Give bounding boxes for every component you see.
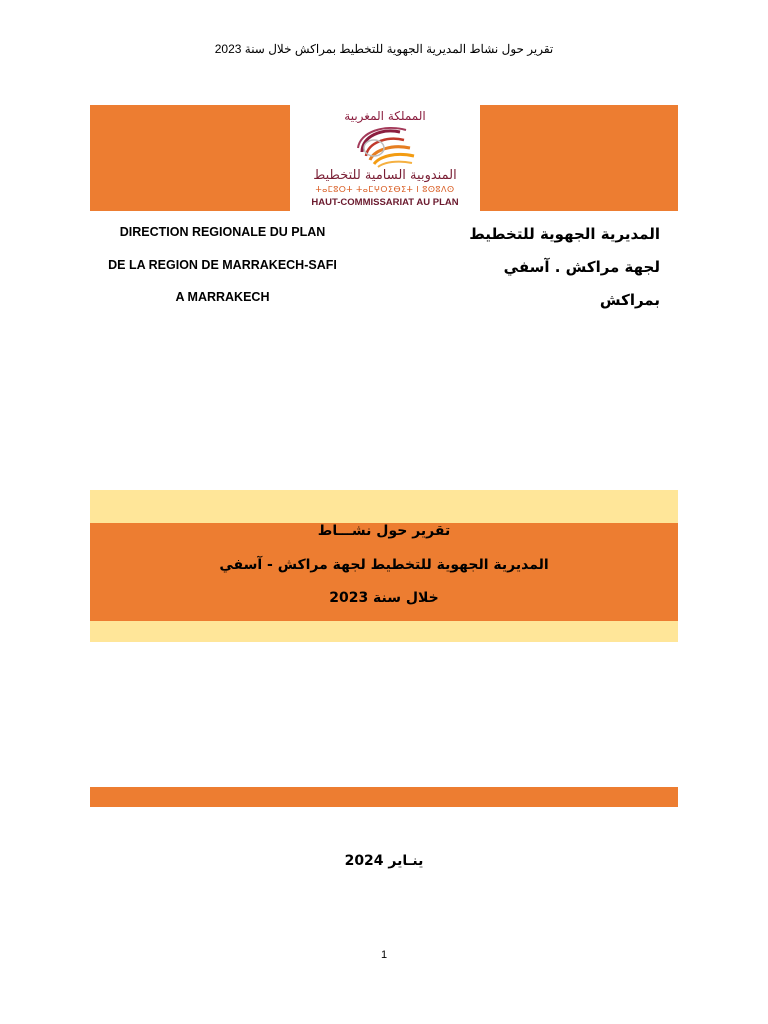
hcp-swirl-emblem-icon (352, 122, 418, 170)
hcp-logo (290, 105, 480, 211)
title-band-top (90, 490, 678, 523)
logo-kingdom-text: المملكة المغربية (344, 109, 426, 123)
direction-ar-line3: بمراكش (599, 291, 660, 309)
report-title-line2: المديرية الجهوية للتخطيط لجهة مراكش - آسفي (219, 557, 549, 573)
title-band-bottom (90, 621, 678, 642)
direction-ar-line2: لجهة مراكش . آسفي (503, 258, 660, 276)
direction-fr-line1: DIRECTION REGIONALE DU PLAN (119, 225, 326, 239)
logo-hcp-french: HAUT-COMMISSARIAT AU PLAN (311, 197, 459, 208)
report-title-line1: تقرير حول نشـــاط (317, 523, 451, 539)
logo-band (90, 105, 678, 211)
direction-fr-line3: A MARRAKECH (175, 290, 270, 304)
bottom-orange-strip (90, 787, 678, 807)
logo-hcp-arabic: المندوبية السامية للتخطيط (313, 168, 457, 183)
running-header: تقرير حول نشاط المديرية الجهوية للتخطيط بمراكش خلال سنة 2023 (214, 42, 554, 56)
direction-ar-line1: المديرية الجهوية للتخطيط (469, 225, 660, 243)
logo-hcp-tifinagh: ⵜⴰⵎⵓⵔⵜ ⵜⴰⵎⵖⵔⵉⴱⵉⵜ ⵏ ⵓⵙⵓⴷⵙ (315, 185, 455, 194)
report-title-line3: خلال سنة 2023 (329, 590, 439, 606)
page-number: 1 (380, 949, 388, 961)
direction-fr-line2: DE LA REGION DE MARRAKECH-SAFI (108, 258, 337, 272)
report-date: ينـاير 2024 (344, 853, 424, 869)
